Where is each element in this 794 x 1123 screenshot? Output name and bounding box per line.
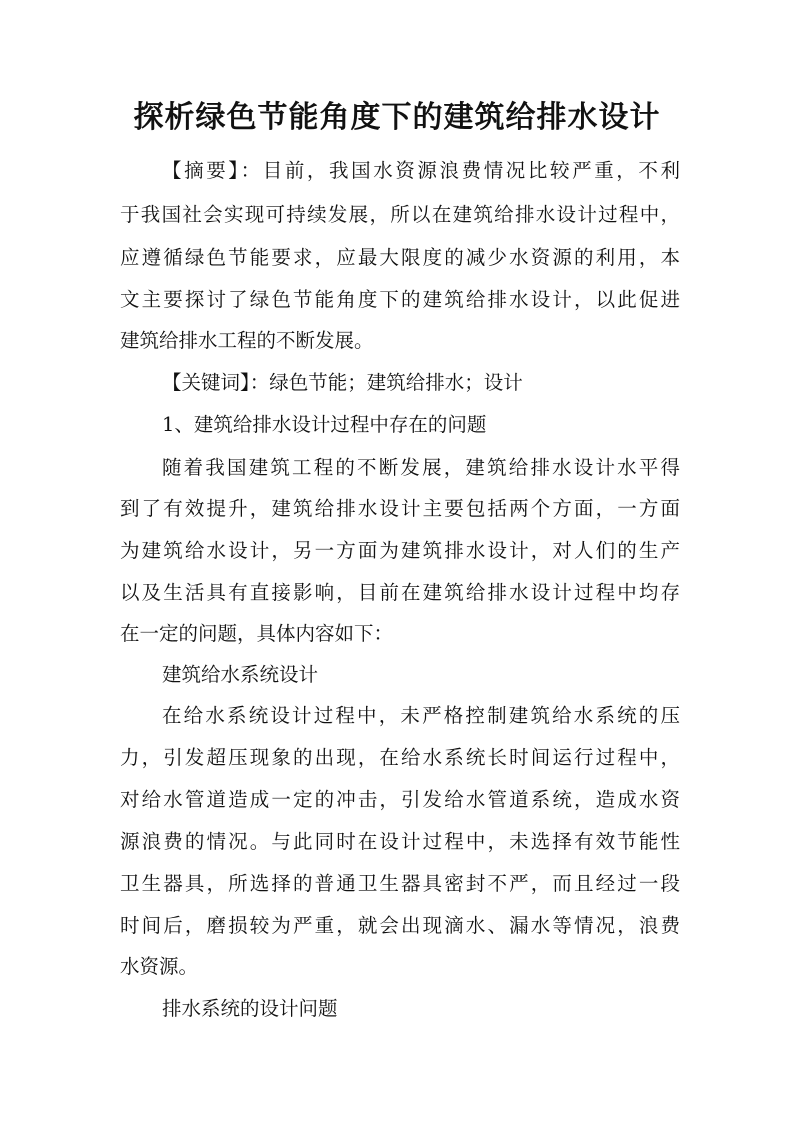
section-1-line-3: 为建筑给水设计，另一方面为建筑排水设计，对人们的生产 bbox=[120, 539, 680, 562]
abstract-line-5: 建筑给排水工程的不断发展。 bbox=[120, 329, 374, 352]
subsection-1-heading: 建筑给水系统设计 bbox=[162, 663, 319, 686]
section-1-line-1: 随着我国建筑工程的不断发展，建筑给排水设计水平得 bbox=[162, 456, 680, 479]
section-1-heading: 1、建筑给排水设计过程中存在的问题 bbox=[162, 413, 487, 436]
subsection-2-heading: 排水系统的设计问题 bbox=[162, 997, 338, 1020]
section-1-line-2: 到了有效提升，建筑给排水设计主要包括两个方面，一方面 bbox=[120, 497, 680, 520]
keywords-line: 【关键词】：绿色节能；建筑给排水；设计 bbox=[162, 371, 523, 394]
subsection-1-line-2: 力，引发超压现象的出现，在给水系统长时间运行过程中， bbox=[120, 746, 680, 769]
subsection-1-line-6: 时间后，磨损较为严重，就会出现滴水、漏水等情况，浪费 bbox=[120, 914, 680, 937]
subsection-1-line-5: 卫生器具，所选择的普通卫生器具密封不严，而且经过一段 bbox=[120, 872, 680, 895]
abstract-line-2: 于我国社会实现可持续发展，所以在建筑给排水设计过程中， bbox=[120, 203, 680, 226]
document-title: 探析绿色节能角度下的建筑给排水设计 bbox=[133, 100, 661, 135]
abstract-line-4: 文主要探讨了绿色节能角度下的建筑给排水设计，以此促进 bbox=[120, 288, 680, 311]
section-1-line-5: 在一定的问题，具体内容如下： bbox=[120, 622, 394, 645]
subsection-1-line-7: 水资源。 bbox=[120, 955, 199, 978]
abstract-line-3: 应遵循绿色节能要求，应最大限度的减少水资源的利用，本 bbox=[120, 246, 680, 269]
subsection-1-line-3: 对给水管道造成一定的冲击，引发给水管道系统，造成水资 bbox=[120, 788, 680, 811]
section-1-line-4: 以及生活具有直接影响，目前在建筑给排水设计过程中均存 bbox=[120, 581, 680, 604]
abstract-line-1: 【摘要】：目前，我国水资源浪费情况比较严重，不利 bbox=[162, 159, 680, 182]
subsection-1-line-4: 源浪费的情况。与此同时在设计过程中，未选择有效节能性 bbox=[120, 830, 680, 853]
subsection-1-line-1: 在给水系统设计过程中，未严格控制建筑给水系统的压 bbox=[162, 704, 680, 727]
